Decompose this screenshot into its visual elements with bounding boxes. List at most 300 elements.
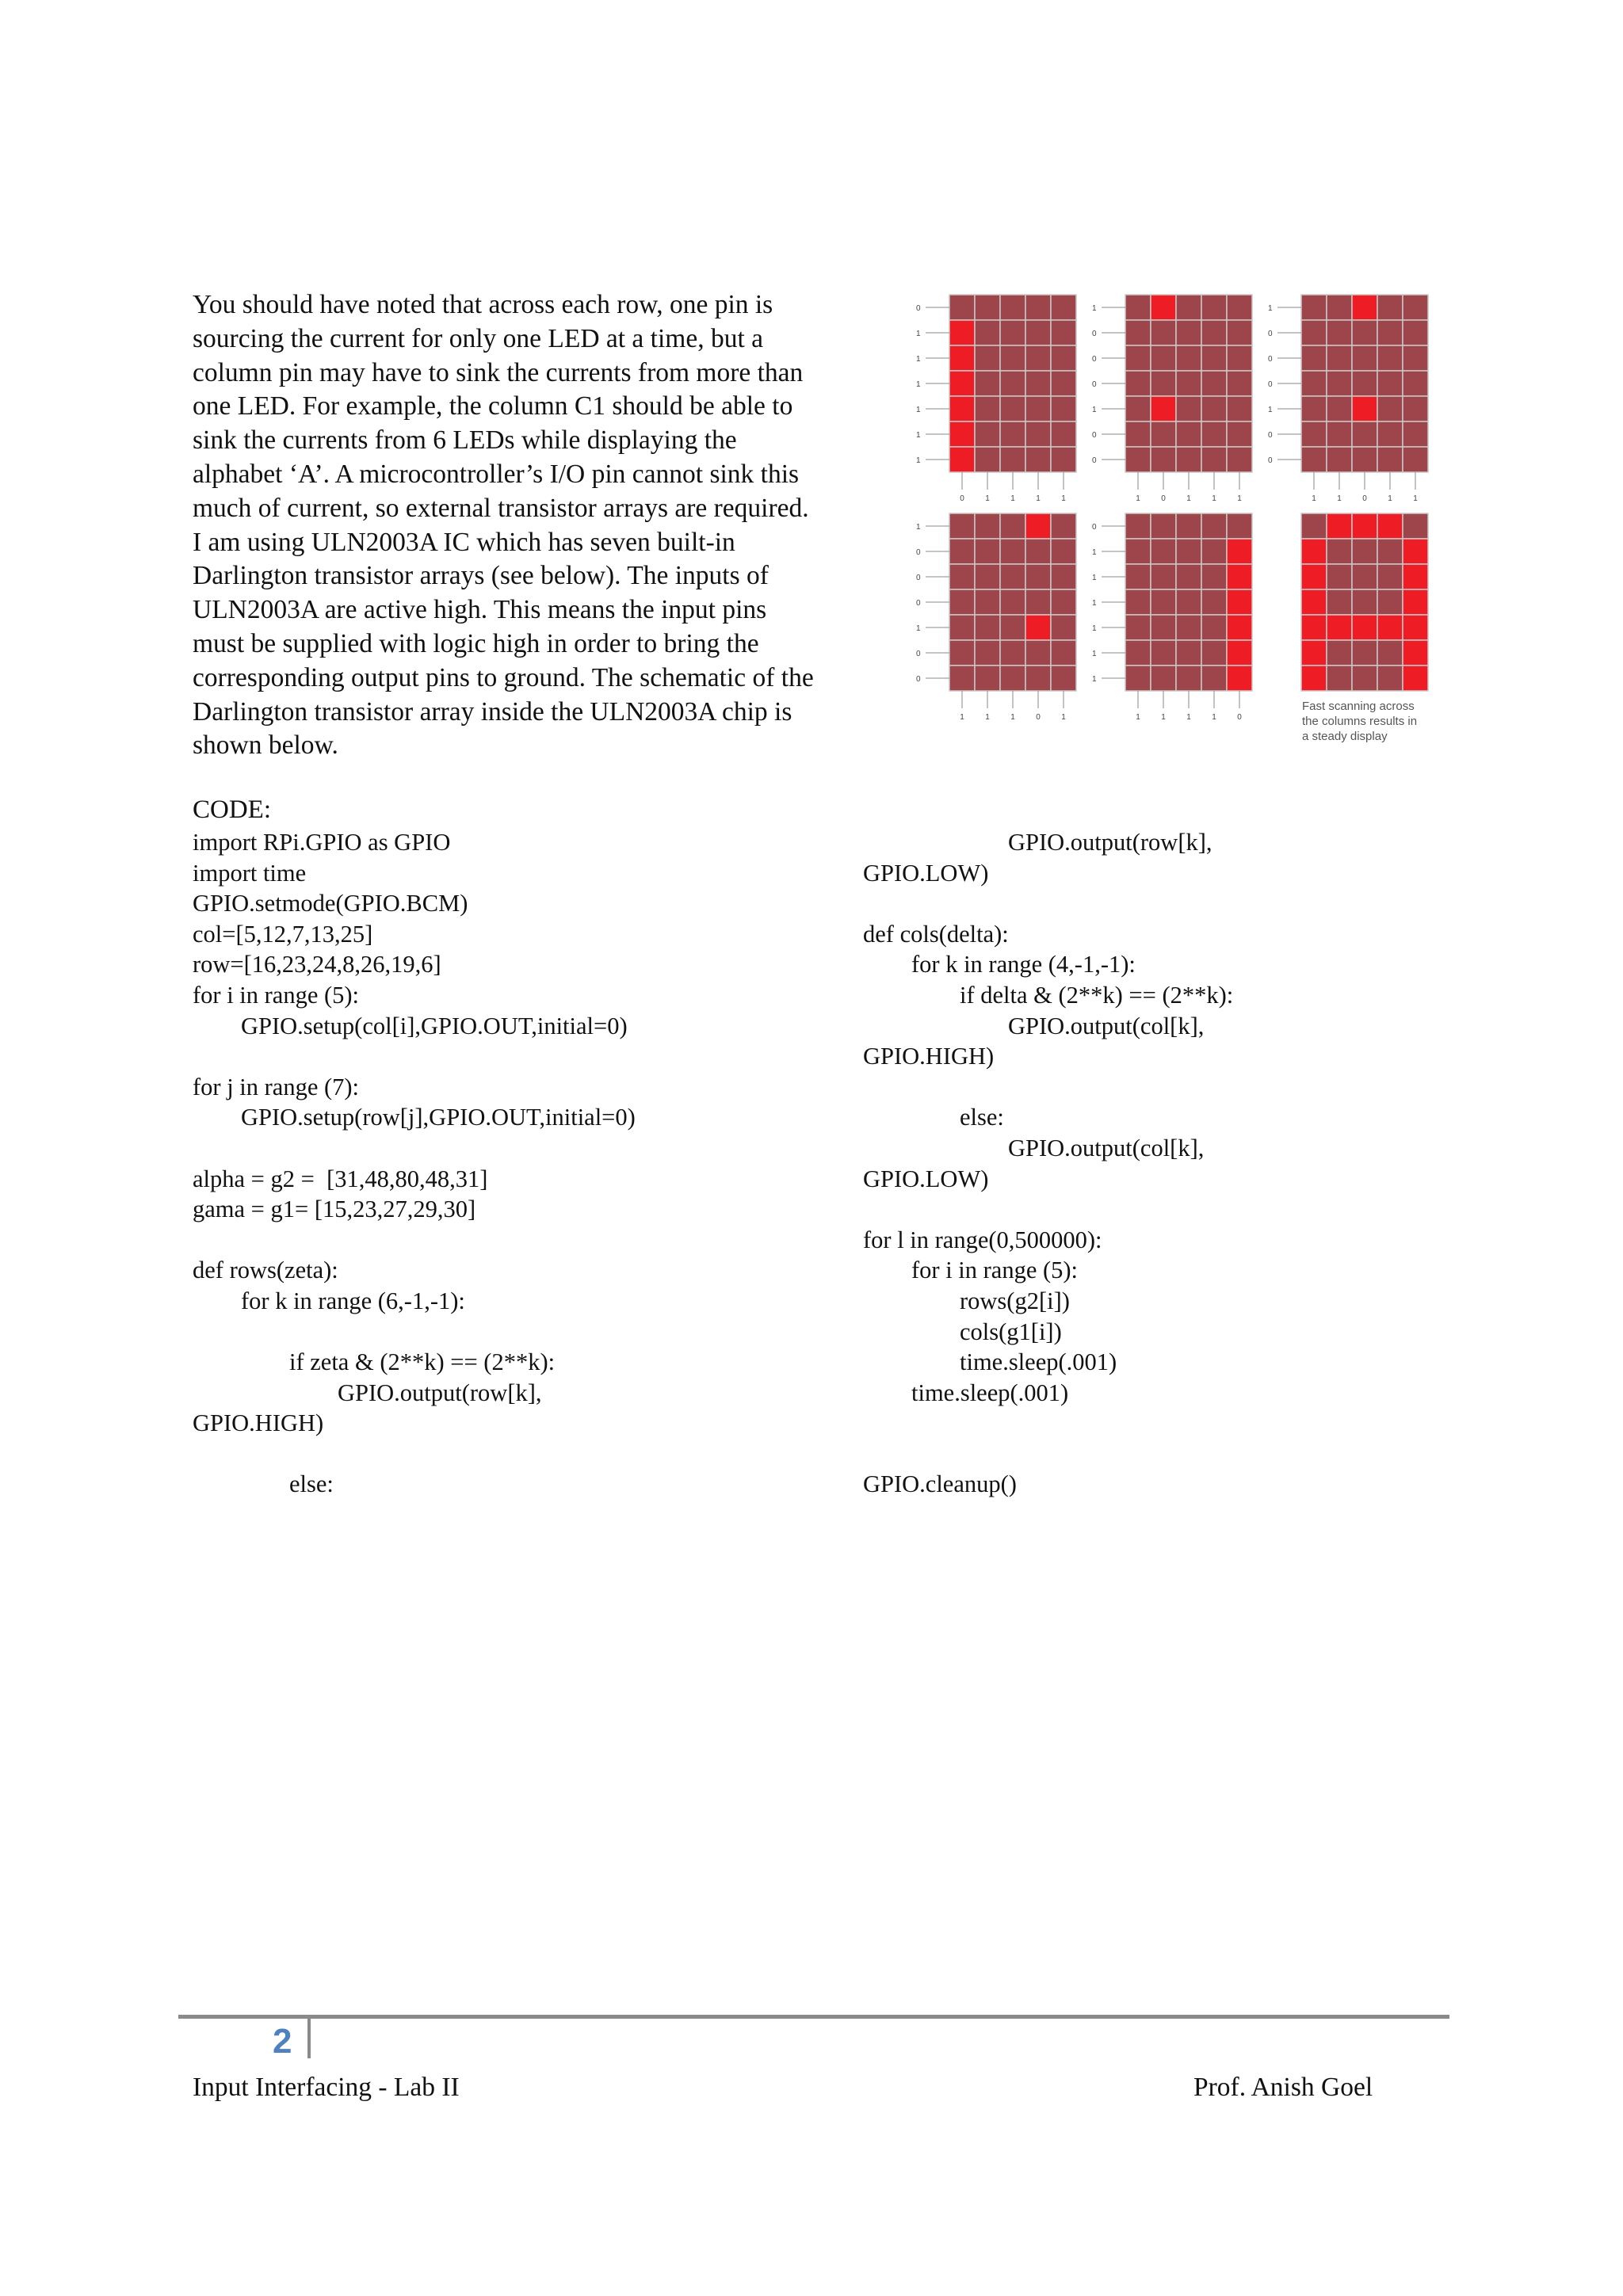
led-off: [1377, 589, 1403, 615]
led-off: [975, 513, 1000, 539]
led-off: [1176, 371, 1201, 396]
led-off: [1051, 539, 1076, 564]
led-off: [1201, 447, 1227, 472]
footer-course-title: Input Interfacing - Lab II: [193, 2073, 460, 2102]
led-on: [1151, 295, 1176, 320]
led-off: [949, 539, 975, 564]
caption-line: the columns results in: [1302, 715, 1418, 728]
led-off: [1327, 666, 1352, 691]
code-line: [193, 1041, 636, 1072]
code-line: [193, 1317, 636, 1348]
led-off: [1327, 589, 1352, 615]
led-panel: [916, 513, 1076, 722]
led-off: [1403, 396, 1428, 421]
led-off: [1201, 396, 1227, 421]
led-off: [1352, 371, 1377, 396]
intro-line: corresponding output pins to ground. The schematic of the: [193, 662, 814, 692]
row-label: 0: [1092, 523, 1097, 532]
code-line: else:: [863, 1104, 1004, 1131]
row-label: 1: [1092, 406, 1097, 414]
led-off: [1125, 615, 1151, 640]
row-label: 1: [1268, 304, 1273, 313]
row-label: 1: [1092, 548, 1097, 557]
led-off: [1125, 564, 1151, 589]
led-off: [1227, 421, 1252, 447]
led-off: [1327, 345, 1352, 371]
led-off: [1025, 371, 1051, 396]
led-off: [1051, 396, 1076, 421]
led-off: [1025, 640, 1051, 666]
led-off: [1025, 539, 1051, 564]
intro-line: shown below.: [193, 730, 338, 761]
led-off: [1352, 539, 1377, 564]
col-label: 1: [1010, 494, 1015, 503]
led-off: [1403, 513, 1428, 539]
code-line: for l in range(0,500000):: [863, 1226, 1102, 1253]
led-off: [1301, 345, 1327, 371]
led-off: [1000, 320, 1025, 345]
code-line: col=[5,12,7,13,25]: [193, 920, 373, 948]
led-off: [1227, 396, 1252, 421]
footer-rule: [178, 2015, 1449, 2019]
led-off: [1125, 666, 1151, 691]
intro-line: sink the currents from 6 LEDs while displaying the: [193, 425, 737, 456]
led-off: [1125, 295, 1151, 320]
code-line: GPIO.output(row[k],: [863, 829, 1212, 856]
led-on: [1352, 513, 1377, 539]
led-off: [1327, 539, 1352, 564]
led-off: [1352, 320, 1377, 345]
led-on: [1227, 539, 1252, 564]
led-off: [1377, 345, 1403, 371]
code-line: [193, 1439, 636, 1470]
code-line: GPIO.LOW): [863, 1165, 989, 1192]
intro-line: Darlington transistor array inside the ULN2003A chip is: [193, 696, 792, 727]
led-off: [1201, 371, 1227, 396]
led-on: [1301, 666, 1327, 691]
caption-line: Fast scanning across: [1302, 700, 1415, 713]
led-off: [1176, 539, 1201, 564]
col-label: 1: [1136, 494, 1140, 503]
led-off: [1000, 564, 1025, 589]
led-off: [949, 589, 975, 615]
row-label: 0: [916, 675, 921, 684]
code-line: if zeta & (2**k) == (2**k):: [193, 1348, 556, 1376]
led-off: [1176, 295, 1201, 320]
col-label: 0: [1362, 494, 1367, 503]
led-off: [1051, 564, 1076, 589]
code-line: GPIO.output(col[k],: [863, 1134, 1205, 1161]
intro-line: Darlington transistor arrays (see below). The inputs of: [193, 561, 769, 591]
caption-line: a steady display: [1302, 730, 1388, 743]
led-on: [1227, 640, 1252, 666]
row-label: 1: [916, 523, 921, 532]
led-off: [1403, 345, 1428, 371]
led-off: [1000, 396, 1025, 421]
led-off: [1377, 666, 1403, 691]
led-off: [1201, 615, 1227, 640]
led-off: [1000, 345, 1025, 371]
led-off: [975, 615, 1000, 640]
led-off: [1151, 615, 1176, 640]
led-off: [1201, 666, 1227, 691]
led-on: [949, 421, 975, 447]
code-line: cols(g1[i]): [863, 1318, 1062, 1345]
led-on: [1403, 589, 1428, 615]
led-off: [1201, 539, 1227, 564]
led-off: [1327, 447, 1352, 472]
led-off: [1352, 447, 1377, 472]
led-off: [1227, 513, 1252, 539]
led-off: [1025, 320, 1051, 345]
code-line: [863, 1408, 1233, 1439]
led-off: [1377, 564, 1403, 589]
led-off: [975, 371, 1000, 396]
led-off: [949, 564, 975, 589]
led-off: [1051, 295, 1076, 320]
row-label: 0: [1268, 431, 1273, 440]
led-off: [975, 320, 1000, 345]
row-label: 0: [916, 650, 921, 658]
figure-caption: [1302, 699, 1417, 744]
col-label: 1: [1186, 713, 1191, 722]
code-line: for k in range (6,-1,-1):: [193, 1287, 465, 1314]
led-off: [1352, 345, 1377, 371]
row-label: 1: [1092, 650, 1097, 658]
led-on: [1403, 539, 1428, 564]
code-line: GPIO.setup(col[i],GPIO.OUT,initial=0): [193, 1012, 628, 1039]
led-off: [1201, 640, 1227, 666]
row-label: 1: [916, 406, 921, 414]
led-off: [1025, 396, 1051, 421]
led-on: [949, 320, 975, 345]
led-off: [1377, 371, 1403, 396]
led-off: [1125, 513, 1151, 539]
code-line: GPIO.setmode(GPIO.BCM): [193, 890, 468, 917]
led-off: [1125, 396, 1151, 421]
led-off: [1176, 447, 1201, 472]
col-label: 1: [1388, 494, 1392, 503]
led-on: [1327, 615, 1352, 640]
led-off: [1403, 421, 1428, 447]
row-label: 1: [1092, 574, 1097, 582]
led-off: [1025, 421, 1051, 447]
led-off: [949, 295, 975, 320]
row-label: 0: [916, 304, 921, 313]
led-off: [1025, 447, 1051, 472]
led-off: [1000, 666, 1025, 691]
led-off: [1151, 513, 1176, 539]
led-off: [1025, 345, 1051, 371]
led-off: [1051, 666, 1076, 691]
led-off: [1352, 640, 1377, 666]
led-off: [1176, 513, 1201, 539]
led-off: [1301, 295, 1327, 320]
led-off: [1227, 371, 1252, 396]
intro-line: sourcing the current for only one LED at a time, but a: [193, 323, 764, 353]
led-off: [1327, 320, 1352, 345]
led-off: [1176, 421, 1201, 447]
led-off: [975, 396, 1000, 421]
led-off: [1377, 295, 1403, 320]
row-label: 0: [916, 548, 921, 557]
led-off: [1403, 295, 1428, 320]
led-panel: [916, 295, 1076, 503]
led-off: [1125, 539, 1151, 564]
led-off: [1301, 371, 1327, 396]
led-on: [949, 396, 975, 421]
led-off: [1176, 666, 1201, 691]
led-on: [1301, 615, 1327, 640]
code-line: rows(g2[i]): [863, 1287, 1070, 1314]
row-label: 1: [1092, 624, 1097, 633]
code-line: GPIO.output(row[k],: [193, 1379, 542, 1406]
led-off: [1227, 295, 1252, 320]
led-panel: [1092, 295, 1252, 503]
led-off: [1051, 421, 1076, 447]
led-off: [1051, 513, 1076, 539]
led-off: [1176, 640, 1201, 666]
code-line: time.sleep(.001): [863, 1379, 1069, 1406]
code-line: [863, 1439, 1233, 1470]
led-off: [1352, 564, 1377, 589]
led-on: [1227, 589, 1252, 615]
row-label: 0: [1268, 456, 1273, 465]
intro-line: column pin may have to sink the currents from more than: [193, 357, 804, 387]
intro-line: ULN2003A are active high. This means the input pins: [193, 595, 767, 625]
led-off: [1000, 640, 1025, 666]
led-off: [1000, 589, 1025, 615]
led-off: [975, 295, 1000, 320]
code-column-left: [193, 827, 636, 1500]
col-label: 1: [1061, 713, 1066, 722]
row-label: 1: [916, 330, 921, 338]
col-label: 1: [1036, 494, 1041, 503]
led-off: [1000, 513, 1025, 539]
led-off: [975, 421, 1000, 447]
led-off: [1327, 371, 1352, 396]
led-off: [1201, 295, 1227, 320]
col-label: 0: [960, 494, 964, 503]
code-line: alpha = g2 = [31,48,80,48,31]: [193, 1165, 488, 1192]
code-line: GPIO.output(col[k],: [863, 1012, 1205, 1039]
code-line: GPIO.HIGH): [863, 1043, 995, 1070]
code-line: GPIO.HIGH): [193, 1409, 324, 1437]
led-on: [1352, 295, 1377, 320]
led-off: [1301, 320, 1327, 345]
code-line: [863, 1194, 1233, 1225]
led-off: [1201, 589, 1227, 615]
led-on: [1025, 513, 1051, 539]
led-off: [1151, 371, 1176, 396]
intro-line: must be supplied with logic high in order to bring the: [193, 628, 759, 658]
led-off: [975, 589, 1000, 615]
row-label: 0: [1268, 330, 1273, 338]
row-label: 0: [1092, 330, 1097, 338]
intro-line: much of current, so external transistor arrays are required.: [193, 493, 809, 523]
led-off: [1227, 345, 1252, 371]
led-off: [1151, 447, 1176, 472]
code-line: for i in range (5):: [193, 981, 360, 1009]
led-off: [1176, 345, 1201, 371]
led-off: [1125, 640, 1151, 666]
led-off: [1125, 320, 1151, 345]
intro-paragraph: [193, 288, 890, 763]
led-off: [975, 447, 1000, 472]
led-on: [1377, 615, 1403, 640]
led-off: [1025, 564, 1051, 589]
led-off: [1125, 589, 1151, 615]
code-line: [863, 888, 1233, 919]
led-panel: [1301, 513, 1428, 691]
led-off: [1352, 421, 1377, 447]
col-label: 1: [1212, 494, 1216, 503]
code-line: def rows(zeta):: [193, 1257, 338, 1284]
led-off: [1051, 640, 1076, 666]
col-label: 1: [1186, 494, 1191, 503]
led-off: [1051, 371, 1076, 396]
led-on: [1025, 615, 1051, 640]
led-on: [1301, 589, 1327, 615]
led-on: [1227, 666, 1252, 691]
row-label: 1: [1268, 406, 1273, 414]
led-on: [1352, 615, 1377, 640]
led-off: [1201, 513, 1227, 539]
led-off: [1403, 371, 1428, 396]
led-off: [1051, 589, 1076, 615]
led-on: [1227, 615, 1252, 640]
led-off: [1227, 447, 1252, 472]
led-matrix-diagram: [910, 285, 1442, 761]
led-off: [949, 666, 975, 691]
code-line: if delta & (2**k) == (2**k):: [863, 981, 1234, 1009]
code-line: import RPi.GPIO as GPIO: [193, 829, 451, 856]
col-label: 1: [1061, 494, 1066, 503]
led-off: [975, 666, 1000, 691]
led-off: [1352, 589, 1377, 615]
led-off: [1000, 295, 1025, 320]
led-off: [1176, 564, 1201, 589]
led-off: [1125, 421, 1151, 447]
row-label: 1: [916, 624, 921, 633]
led-off: [1000, 421, 1025, 447]
code-line: [193, 1225, 636, 1256]
led-panel: [1092, 513, 1252, 722]
col-label: 1: [1212, 713, 1216, 722]
led-off: [1176, 396, 1201, 421]
row-label: 1: [916, 431, 921, 440]
led-off: [1176, 320, 1201, 345]
col-label: 0: [1036, 713, 1041, 722]
code-line: GPIO.setup(row[j],GPIO.OUT,initial=0): [193, 1104, 636, 1131]
col-label: 1: [1413, 494, 1418, 503]
col-label: 1: [1161, 713, 1166, 722]
col-label: 1: [1312, 494, 1316, 503]
led-off: [1377, 447, 1403, 472]
led-off: [1151, 320, 1176, 345]
code-line: [863, 1072, 1233, 1103]
led-panel: [1268, 295, 1428, 503]
code-line: [193, 1133, 636, 1164]
led-off: [1201, 421, 1227, 447]
row-label: 1: [1092, 304, 1097, 313]
code-line: for k in range (4,-1,-1):: [863, 951, 1136, 978]
led-on: [1403, 564, 1428, 589]
row-label: 0: [916, 599, 921, 608]
led-off: [1051, 320, 1076, 345]
intro-line: You should have noted that across each row, one pin is: [193, 290, 773, 319]
led-off: [1377, 421, 1403, 447]
row-label: 0: [1092, 456, 1097, 465]
led-on: [1301, 539, 1327, 564]
row-label: 0: [1092, 380, 1097, 389]
col-label: 1: [960, 713, 964, 722]
code-line: time.sleep(.001): [863, 1348, 1117, 1376]
led-matrix-figure: [910, 285, 1442, 761]
led-off: [1403, 447, 1428, 472]
intro-line: alphabet ‘A’. A microcontroller’s I/O pin cannot sink this: [193, 459, 800, 489]
code-line: for j in range (7):: [193, 1073, 360, 1100]
code-line: else:: [193, 1470, 334, 1498]
led-off: [949, 640, 975, 666]
led-on: [1403, 640, 1428, 666]
led-off: [1025, 666, 1051, 691]
code-heading: CODE:: [193, 795, 271, 824]
row-label: 0: [916, 574, 921, 582]
led-on: [949, 345, 975, 371]
led-on: [1301, 564, 1327, 589]
led-off: [1000, 447, 1025, 472]
led-off: [975, 345, 1000, 371]
led-on: [1352, 396, 1377, 421]
col-label: 1: [985, 494, 990, 503]
code-line: row=[16,23,24,8,26,19,6]: [193, 951, 441, 978]
col-label: 0: [1237, 713, 1242, 722]
led-off: [1352, 666, 1377, 691]
led-on: [1301, 640, 1327, 666]
col-label: 1: [1010, 713, 1015, 722]
led-off: [1125, 345, 1151, 371]
led-off: [1327, 295, 1352, 320]
led-off: [1151, 564, 1176, 589]
row-label: 1: [916, 355, 921, 364]
led-off: [949, 615, 975, 640]
led-off: [1000, 615, 1025, 640]
page-number: 2: [273, 2022, 292, 2061]
col-label: 1: [1337, 494, 1342, 503]
led-off: [1125, 371, 1151, 396]
row-label: 0: [1092, 431, 1097, 440]
led-off: [1025, 589, 1051, 615]
led-off: [1051, 345, 1076, 371]
led-off: [1377, 396, 1403, 421]
code-line: def cols(delta):: [863, 920, 1009, 948]
row-label: 1: [916, 456, 921, 465]
led-on: [1327, 513, 1352, 539]
led-off: [1051, 447, 1076, 472]
intro-line: one LED. For example, the column C1 should be able to: [193, 391, 793, 421]
led-off: [1327, 396, 1352, 421]
led-off: [1301, 396, 1327, 421]
led-on: [1403, 615, 1428, 640]
led-off: [1151, 666, 1176, 691]
led-on: [949, 447, 975, 472]
led-off: [1327, 564, 1352, 589]
row-label: 1: [1092, 599, 1097, 608]
col-label: 1: [1136, 713, 1140, 722]
col-label: 1: [985, 713, 990, 722]
code-column-right: [863, 827, 1233, 1500]
